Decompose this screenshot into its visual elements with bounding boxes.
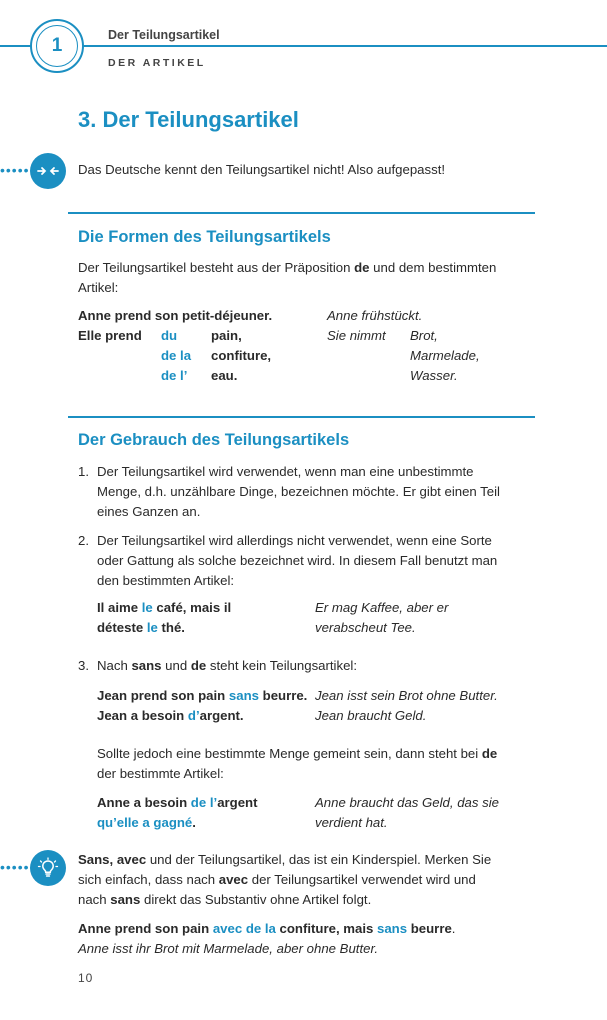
text-run: und dem bestimmten	[369, 260, 497, 275]
chapter-badge	[30, 19, 84, 73]
text-run: steht kein Teilungsartikel:	[206, 658, 358, 673]
bold-term: avec	[218, 872, 249, 887]
text-line: verabscheut Tee.	[315, 620, 416, 635]
example-fr	[97, 598, 231, 638]
text-run: der bestimmte Artikel:	[97, 766, 224, 781]
article-highlight: de l’	[190, 795, 218, 810]
text-line: oder Gattung als solche bezeichnet wird. In diesem Fall benutzt man	[97, 553, 498, 568]
example-fr: Anne prend son petit-déjeuner.	[78, 308, 273, 323]
article-highlight: sans	[377, 921, 408, 936]
lightbulb-icon	[37, 857, 59, 879]
text-run: sich einfach, dass nach	[78, 872, 219, 887]
bold-term: sans	[131, 658, 162, 673]
text-run: direkt das Substantiv ohne Artikel folgt.	[140, 892, 372, 907]
article-form: de la	[161, 348, 192, 363]
section-title: 3. Der Teilungsartikel	[78, 107, 299, 132]
text-line: den bestimmten Artikel:	[97, 573, 235, 588]
list-number: 2.	[78, 533, 89, 548]
example-fr	[97, 793, 258, 833]
chapter-number: 1	[36, 25, 78, 67]
dotted-leader-tip: •••••	[0, 859, 30, 875]
text-run: Nach	[97, 658, 132, 673]
example-de	[315, 793, 499, 833]
noun-de: Marmelade,	[410, 348, 480, 363]
text-run: Sollte jedoch eine bestimmte Menge gemeint sein, dann steht bei	[97, 746, 482, 761]
noun-fr: eau.	[211, 368, 238, 383]
text-run: und	[161, 658, 191, 673]
bold-term: de	[481, 746, 498, 761]
article-highlight: le	[146, 620, 158, 635]
example-fr: Elle prend	[78, 328, 142, 343]
example-de: Anne frühstückt.	[327, 308, 423, 323]
example-de	[315, 598, 448, 638]
article-highlight: le	[141, 600, 153, 615]
text-line: Der Teilungsartikel wird allerdings nicht verwendet, wenn eine Sorte	[97, 533, 492, 548]
example-de: Jean isst sein Brot ohne Butter.	[315, 688, 498, 703]
article-form: de l’	[161, 368, 188, 383]
text-run: beurre	[407, 921, 452, 936]
text-run: thé.	[157, 620, 185, 635]
list-item	[97, 656, 537, 676]
example-fr	[97, 686, 307, 706]
noun-fr: pain,	[211, 328, 242, 343]
text-run: Il aime	[97, 600, 142, 615]
tip-badge	[30, 850, 66, 886]
header-rule	[0, 45, 607, 47]
text-run: Der Teilungsartikel besteht aus der Präposition	[78, 260, 355, 275]
article-highlight: qu’elle a gagné	[97, 815, 193, 830]
note-badge	[30, 153, 66, 189]
article-highlight: sans	[228, 688, 259, 703]
chapter-title: Der Teilungsartikel	[108, 28, 220, 42]
text-run: Anne a besoin	[97, 795, 191, 810]
noun-de: Wasser.	[410, 368, 458, 383]
noun-de: Brot,	[410, 328, 438, 343]
article-highlight: d’	[187, 708, 200, 723]
text-line: Menge, d.h. unzählbare Dinge, bezeichnen möchte. Er gibt einen Teil	[97, 484, 500, 499]
text-run: .	[192, 815, 196, 830]
divider	[68, 212, 535, 214]
text-line: Der Teilungsartikel wird verwendet, wenn man eine unbestimmte	[97, 464, 474, 479]
bold-term: sans	[110, 892, 141, 907]
tip-example-de: Anne isst ihr Brot mit Marmelade, aber ohne Butter.	[78, 941, 379, 956]
list-number: 1.	[78, 464, 89, 479]
list-number: 3.	[78, 658, 89, 673]
tip-text	[78, 850, 538, 910]
text-run: und der Teilungsartikel, das ist ein Kinderspiel. Merken Sie	[146, 852, 492, 867]
example-fr	[97, 706, 244, 726]
text-line: Anne braucht das Geld, das sie	[315, 795, 500, 810]
text-run: .	[451, 921, 456, 936]
forms-heading: Die Formen des Teilungsartikels	[78, 228, 331, 246]
example-de: Jean braucht Geld.	[315, 708, 427, 723]
list-item	[97, 462, 537, 522]
text-run: café, mais il	[152, 600, 232, 615]
bold-term: de	[354, 260, 370, 275]
text-run: Anne prend son pain	[78, 921, 213, 936]
tip-example-fr	[78, 919, 548, 939]
article-form: du	[161, 328, 178, 343]
text-run: argent	[217, 795, 258, 810]
bold-term: de	[190, 658, 207, 673]
divider	[68, 416, 535, 418]
forms-text	[78, 258, 538, 298]
tip-example	[78, 919, 548, 959]
intro-note: Das Deutsche kennt den Teilungsartikel nicht! Also aufgepasst!	[78, 162, 446, 177]
text-line: eines Ganzen an.	[97, 504, 201, 519]
item3-note	[97, 744, 537, 784]
article-highlight: avec de la	[212, 921, 276, 936]
text-line: Er mag Kaffee, aber er	[315, 600, 449, 615]
text-run: argent.	[199, 708, 244, 723]
usage-heading: Der Gebrauch des Teilungsartikels	[78, 431, 350, 449]
text-line: verdient hat.	[315, 815, 388, 830]
example-de: Sie nimmt	[327, 328, 386, 343]
bold-term: Sans, avec	[78, 852, 147, 867]
text-run: Artikel:	[78, 280, 119, 295]
text-run: nach	[78, 892, 111, 907]
dotted-leader-note: •••••	[0, 162, 30, 178]
text-run: Jean prend son pain	[97, 688, 229, 703]
arrows-inward-icon	[37, 164, 59, 178]
text-run: beurre.	[258, 688, 308, 703]
list-item	[97, 531, 537, 591]
text-run: confiture, mais	[275, 921, 378, 936]
text-run: der Teilungsartikel verwendet wird und	[248, 872, 476, 887]
noun-fr: confiture,	[211, 348, 272, 363]
text-run: déteste	[97, 620, 147, 635]
text-run: Jean a besoin	[97, 708, 188, 723]
page-number: 10	[78, 971, 94, 985]
chapter-subtitle: DER ARTIKEL	[108, 57, 206, 69]
